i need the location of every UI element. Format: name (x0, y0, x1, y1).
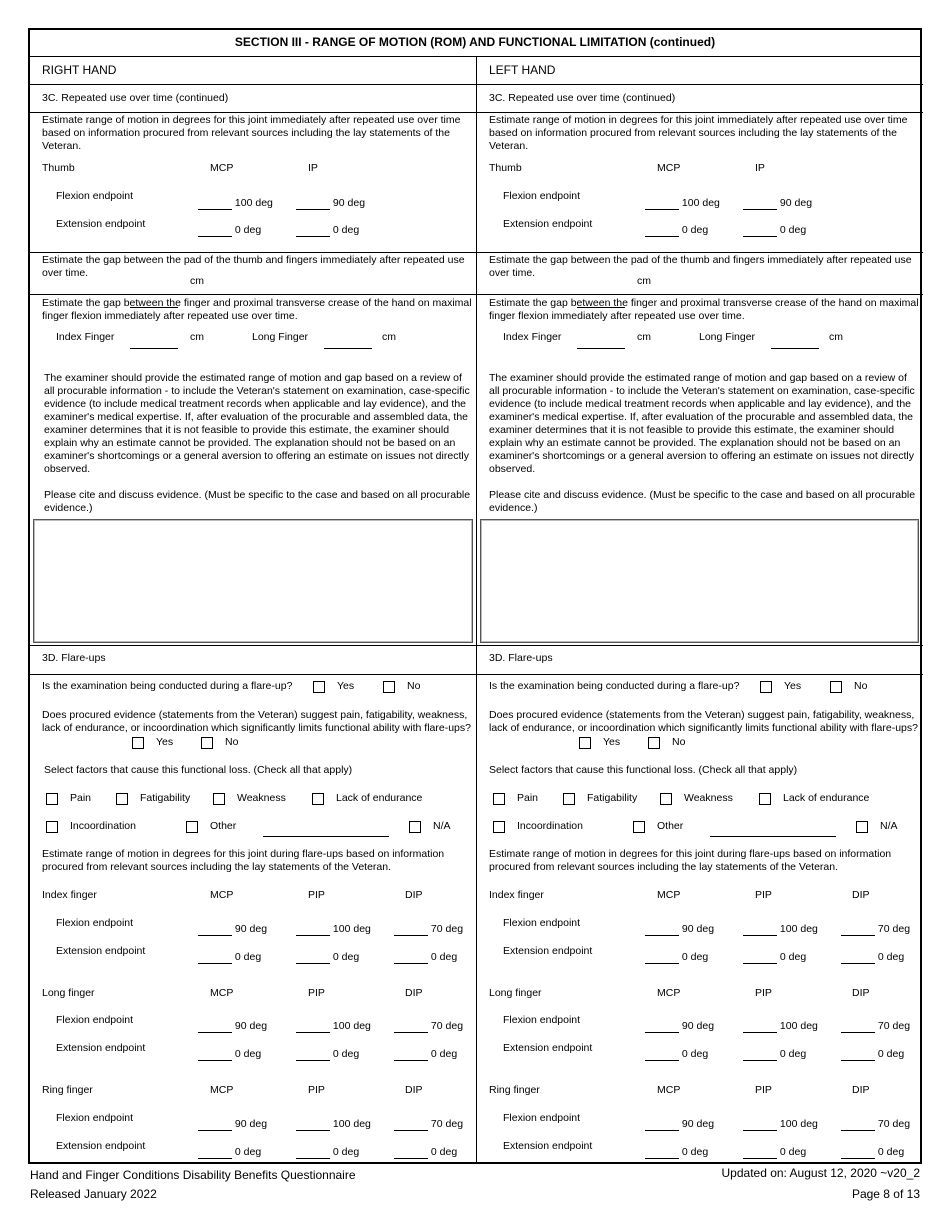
pip-header: PIP (755, 1084, 772, 1096)
divider (477, 112, 923, 113)
mcp-header: MCP (210, 889, 234, 901)
yes-label: Yes (784, 680, 802, 692)
mcp-header: MCP (657, 162, 681, 174)
ip-header: IP (755, 162, 765, 174)
flexion-dip[interactable]: 70 deg (841, 923, 910, 936)
pain-checkbox[interactable] (493, 793, 505, 805)
evidence-textarea[interactable] (480, 519, 919, 643)
na-checkbox[interactable] (409, 821, 421, 833)
extension-label: Extension endpoint (503, 218, 593, 230)
extension-label: Extension endpoint (56, 1042, 146, 1054)
thumb-flexion-mcp[interactable]: 100 deg (198, 197, 273, 210)
thumb-extension-ip[interactable]: 0 deg (296, 224, 359, 237)
extension-pip[interactable]: 0 deg (743, 1048, 806, 1061)
factor-label: Lack of endurance (783, 792, 870, 804)
cm-unit: cm (637, 331, 651, 343)
extension-pip[interactable]: 0 deg (296, 1146, 359, 1159)
evidence-no-checkbox[interactable] (201, 737, 213, 749)
flare-up-question: Is the examination being conducted during a flare-up? (42, 680, 293, 692)
extension-dip[interactable]: 0 deg (841, 1048, 904, 1061)
no-label: No (225, 736, 239, 748)
extension-label: Extension endpoint (56, 945, 146, 957)
finger-block-ring (477, 1084, 923, 1164)
repeated-estimate-intro: Estimate range of motion in degrees for this joint immediately after repeated use over time based on information procured from relevant sources including the lay statements of the Veteran. (42, 114, 461, 152)
gap-crease-text: Estimate the gap between the finger and proximal transverse crease of the hand on maximal finger flexion immediately after repeated use over time. (42, 297, 472, 322)
no-label: No (672, 736, 686, 748)
evidence-yes-checkbox[interactable] (579, 737, 591, 749)
finger-block-index (477, 889, 923, 987)
factor-label: Weakness (237, 792, 286, 804)
yes-label: Yes (337, 680, 355, 692)
other-checkbox[interactable] (186, 821, 198, 833)
divider (477, 84, 923, 85)
incoordination-checkbox[interactable] (493, 821, 505, 833)
select-factors-text: Select factors that cause this functional loss. (Check all that apply) (489, 764, 798, 776)
factor-label: Other (657, 820, 684, 832)
finger-name: Ring finger (42, 1084, 93, 1096)
cm-unit: cm (637, 275, 651, 287)
flexion-pip[interactable]: 100 deg (296, 923, 371, 936)
fatigability-checkbox[interactable] (563, 793, 575, 805)
flare-yes-checkbox[interactable] (313, 681, 325, 693)
divider (477, 294, 923, 295)
divider (30, 252, 476, 253)
pip-header: PIP (755, 889, 772, 901)
finger-name: Index finger (489, 889, 544, 901)
divider (30, 645, 476, 646)
weakness-checkbox[interactable] (213, 793, 225, 805)
weakness-checkbox[interactable] (660, 793, 672, 805)
flexion-label: Flexion endpoint (56, 1014, 134, 1026)
pip-header: PIP (308, 1084, 325, 1096)
extension-mcp[interactable]: 0 deg (198, 951, 261, 964)
flexion-mcp[interactable]: 90 deg (645, 1118, 714, 1131)
divider (477, 674, 923, 675)
thumb-extension-mcp[interactable]: 0 deg (645, 224, 708, 237)
footer-released: Released January 2022 (30, 1187, 157, 1201)
pip-header: PIP (308, 889, 325, 901)
flexion-label: Flexion endpoint (56, 1112, 134, 1124)
gap-thumb-text: Estimate the gap between the pad of the thumb and fingers immediately after repeated use over time. (42, 254, 465, 279)
column-label: LEFT HAND (489, 63, 556, 77)
footer-updated: Updated on: August 12, 2020 ~v20_2 (721, 1166, 920, 1180)
dip-header: DIP (852, 987, 870, 999)
extension-dip[interactable]: 0 deg (841, 951, 904, 964)
flare-ups-heading: 3D. Flare-ups (42, 652, 106, 664)
cite-evidence-text: Please cite and discuss evidence. (Must be specific to the case and based on all procurable evidence.) (44, 489, 471, 514)
examiner-note: The examiner should provide the estimated range of motion and gap based on a review of all procurable information - to include the Veteran's statement on examination, case-specific evidence (to include medical treatment records when applicable and lay evidence), and the examiner's medical expertise. If, after evaluation of the procurable and assembled data, the examiner determines that it is not feasible to provide this estimate, the examiner should explain why an estimate cannot be provided. The explanation should not be based on an examiner's shortcomings or a general aversion to offering an estimate on issues not directly observed. (44, 372, 470, 475)
flexion-dip[interactable]: 70 deg (394, 1118, 463, 1131)
extension-mcp[interactable]: 0 deg (198, 1048, 261, 1061)
flare-no-checkbox[interactable] (383, 681, 395, 693)
flexion-label: Flexion endpoint (503, 1112, 581, 1124)
mcp-header: MCP (657, 987, 681, 999)
finger-block-long (30, 987, 476, 1085)
divider (30, 84, 476, 85)
extension-pip[interactable]: 0 deg (743, 951, 806, 964)
flexion-dip[interactable]: 70 deg (394, 1020, 463, 1033)
flexion-mcp[interactable]: 90 deg (645, 1020, 714, 1033)
flexion-pip[interactable]: 100 deg (743, 923, 818, 936)
extension-dip[interactable]: 0 deg (394, 1048, 457, 1061)
extension-mcp[interactable]: 0 deg (198, 1146, 261, 1159)
flexion-label: Flexion endpoint (503, 190, 581, 202)
evidence-textarea[interactable] (33, 519, 473, 643)
dip-header: DIP (852, 1084, 870, 1096)
factor-label: Fatigability (587, 792, 638, 804)
flexion-dip[interactable]: 70 deg (394, 923, 463, 936)
flexion-label: Flexion endpoint (503, 1014, 581, 1026)
pain-checkbox[interactable] (46, 793, 58, 805)
na-checkbox[interactable] (856, 821, 868, 833)
mcp-header: MCP (657, 1084, 681, 1096)
other-text-input[interactable] (710, 825, 836, 837)
index-gap-input[interactable] (577, 337, 625, 349)
factor-label: Incoordination (70, 820, 136, 832)
evidence-no-checkbox[interactable] (648, 737, 660, 749)
lack-of-endurance-checkbox[interactable] (759, 793, 771, 805)
factor-label: Pain (70, 792, 92, 804)
flare-yes-checkbox[interactable] (760, 681, 772, 693)
thumb-flexion-ip[interactable]: 90 deg (296, 197, 365, 210)
divider (477, 645, 923, 646)
factor-label: N/A (880, 820, 898, 832)
no-label: No (854, 680, 868, 692)
left-hand-column (477, 57, 923, 1164)
thumb-label: Thumb (489, 162, 522, 174)
evidence-yes-checkbox[interactable] (132, 737, 144, 749)
mcp-header: MCP (210, 162, 234, 174)
extension-label: Extension endpoint (56, 1140, 146, 1152)
repeated-use-heading: 3C. Repeated use over time (continued) (489, 92, 676, 104)
right-hand-column (30, 57, 476, 1164)
flexion-dip[interactable]: 70 deg (841, 1020, 910, 1033)
flexion-label: Flexion endpoint (503, 917, 581, 929)
flexion-mcp[interactable]: 90 deg (198, 1020, 267, 1033)
finger-block-index (30, 889, 476, 987)
extension-label: Extension endpoint (56, 218, 146, 230)
factor-label: Incoordination (517, 820, 583, 832)
divider (30, 674, 476, 675)
cm-unit: cm (829, 331, 843, 343)
column-label: RIGHT HAND (42, 63, 117, 77)
incoordination-checkbox[interactable] (46, 821, 58, 833)
repeated-use-heading: 3C. Repeated use over time (continued) (42, 92, 229, 104)
cm-unit: cm (382, 331, 396, 343)
pip-header: PIP (755, 987, 772, 999)
other-checkbox[interactable] (633, 821, 645, 833)
flexion-mcp[interactable]: 90 deg (645, 923, 714, 936)
flexion-pip[interactable]: 100 deg (743, 1118, 818, 1131)
flare-estimate-intro: Estimate range of motion in degrees for this joint during flare-ups based on information procured from relevant sources including the lay statements of the Veteran. (42, 848, 445, 873)
flare-estimate-intro: Estimate range of motion in degrees for this joint during flare-ups based on information procured from relevant sources including the lay statements of the Veteran. (489, 848, 892, 873)
factor-label: Weakness (684, 792, 733, 804)
divider (477, 252, 923, 253)
thumb-flexion-mcp[interactable]: 100 deg (645, 197, 720, 210)
long-gap-input[interactable] (324, 337, 372, 349)
yes-label: Yes (603, 736, 621, 748)
finger-block-ring (30, 1084, 476, 1164)
flexion-pip[interactable]: 100 deg (296, 1118, 371, 1131)
cite-evidence-text: Please cite and discuss evidence. (Must be specific to the case and based on all procurable evidence.) (489, 489, 916, 514)
lack-of-endurance-checkbox[interactable] (312, 793, 324, 805)
cm-unit: cm (190, 275, 204, 287)
long-finger-label: Long Finger (699, 331, 756, 343)
extension-dip[interactable]: 0 deg (394, 1146, 457, 1159)
dip-header: DIP (405, 1084, 423, 1096)
flexion-mcp[interactable]: 90 deg (198, 923, 267, 936)
extension-pip[interactable]: 0 deg (743, 1146, 806, 1159)
gap-thumb-text: Estimate the gap between the pad of the thumb and fingers immediately after repeated use over time. (489, 254, 912, 279)
flexion-label: Flexion endpoint (56, 190, 134, 202)
flare-up-question: Is the examination being conducted during a flare-up? (489, 680, 740, 692)
no-label: No (407, 680, 421, 692)
extension-label: Extension endpoint (503, 945, 593, 957)
finger-block-long (477, 987, 923, 1085)
section-title: SECTION III - RANGE OF MOTION (ROM) AND FUNCTIONAL LIMITATION (continued) (30, 30, 920, 57)
mcp-header: MCP (210, 987, 234, 999)
flexion-label: Flexion endpoint (56, 917, 134, 929)
evidence-question: Does procured evidence (statements from the Veteran) suggest pain, fatigability, weakness, lack of endurance, or incoordination which significantly limits functional ability with flare-ups? (489, 709, 918, 734)
divider (30, 294, 476, 295)
long-gap-input[interactable] (771, 337, 819, 349)
cm-unit: cm (190, 331, 204, 343)
dip-header: DIP (852, 889, 870, 901)
examiner-note: The examiner should provide the estimated range of motion and gap based on a review of all procurable information - to include the Veteran's statement on examination, case-specific evidence (to include medical treatment records when applicable and lay evidence), and the examiner's medical expertise. If, after evaluation of the procurable and assembled data, the examiner determines that it is not feasible to provide this estimate, the examiner should explain why an estimate cannot be provided. The explanation should not be based on an examiner's shortcomings or a general aversion to offering an estimate on issues not directly observed. (489, 372, 915, 475)
thumb-extension-ip[interactable]: 0 deg (743, 224, 806, 237)
thumb-extension-mcp[interactable]: 0 deg (198, 224, 261, 237)
evidence-question: Does procured evidence (statements from the Veteran) suggest pain, fatigability, weakness, lack of endurance, or incoordination which significantly limits functional ability with flare-ups? (42, 709, 471, 734)
extension-dip[interactable]: 0 deg (394, 951, 457, 964)
dbq-form (28, 28, 922, 1164)
dip-header: DIP (405, 889, 423, 901)
factor-label: Fatigability (140, 792, 191, 804)
extension-mcp[interactable]: 0 deg (645, 951, 708, 964)
flare-no-checkbox[interactable] (830, 681, 842, 693)
finger-name: Long finger (42, 987, 95, 999)
index-gap-input[interactable] (130, 337, 178, 349)
thumb-label: Thumb (42, 162, 75, 174)
index-finger-label: Index Finger (56, 331, 115, 343)
extension-label: Extension endpoint (503, 1042, 593, 1054)
yes-label: Yes (156, 736, 174, 748)
thumb-flexion-ip[interactable]: 90 deg (743, 197, 812, 210)
other-text-input[interactable] (263, 825, 389, 837)
flexion-pip[interactable]: 100 deg (296, 1020, 371, 1033)
finger-name: Index finger (42, 889, 97, 901)
divider (30, 112, 476, 113)
long-finger-label: Long Finger (252, 331, 309, 343)
footer-page-number: Page 8 of 13 (851, 1187, 920, 1201)
select-factors-text: Select factors that cause this functional loss. (Check all that apply) (44, 764, 353, 776)
repeated-estimate-intro: Estimate range of motion in degrees for this joint immediately after repeated use over time based on information procured from relevant sources including the lay statements of the Veteran. (489, 114, 908, 152)
ip-header: IP (308, 162, 318, 174)
extension-mcp[interactable]: 0 deg (645, 1146, 708, 1159)
index-finger-label: Index Finger (503, 331, 562, 343)
gap-crease-text: Estimate the gap between the finger and proximal transverse crease of the hand on maximal finger flexion immediately after repeated use over time. (489, 297, 919, 322)
factor-label: Lack of endurance (336, 792, 423, 804)
mcp-header: MCP (210, 1084, 234, 1096)
flexion-pip[interactable]: 100 deg (743, 1020, 818, 1033)
extension-pip[interactable]: 0 deg (296, 951, 359, 964)
finger-name: Ring finger (489, 1084, 540, 1096)
factor-label: Pain (517, 792, 539, 804)
factor-label: N/A (433, 820, 451, 832)
flexion-dip[interactable]: 70 deg (841, 1118, 910, 1131)
extension-dip[interactable]: 0 deg (841, 1146, 904, 1159)
flexion-mcp[interactable]: 90 deg (198, 1118, 267, 1131)
finger-name: Long finger (489, 987, 542, 999)
flare-ups-heading: 3D. Flare-ups (489, 652, 553, 664)
extension-label: Extension endpoint (503, 1140, 593, 1152)
fatigability-checkbox[interactable] (116, 793, 128, 805)
pip-header: PIP (308, 987, 325, 999)
footer-form-title: Hand and Finger Conditions Disability Benefits Questionnaire (30, 1168, 356, 1182)
dip-header: DIP (405, 987, 423, 999)
mcp-header: MCP (657, 889, 681, 901)
extension-pip[interactable]: 0 deg (296, 1048, 359, 1061)
extension-mcp[interactable]: 0 deg (645, 1048, 708, 1061)
factor-label: Other (210, 820, 237, 832)
